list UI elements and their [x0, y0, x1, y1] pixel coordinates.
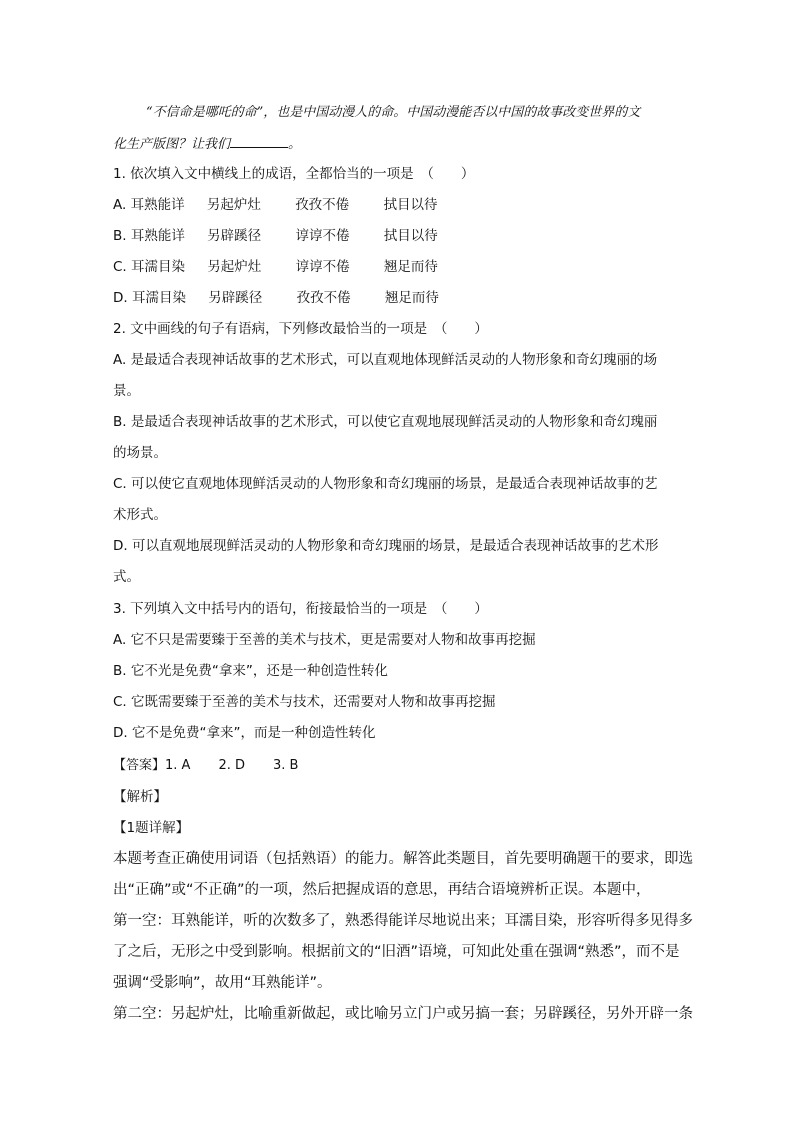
option-letter: A. — [113, 197, 127, 213]
analysis-paragraph-line: 强调“受影响”，故用“耳熟能详”。 — [113, 975, 332, 991]
q1-option-c — [113, 257, 438, 277]
analysis-paragraph-line: 本题考查正确使用词语（包括熟语）的能力。解答此类题目，首先要明确题干的要求，即选 — [113, 851, 693, 867]
idiom: 拭目以待 — [383, 228, 438, 244]
analysis-paragraph-line: 了之后，无形之中受到影响。根据前文的“旧酒”语境，可知此处重在强调“熟悉”，而不是 — [113, 944, 680, 960]
intro-line-2-text: 化生产版图？让我们 — [113, 137, 231, 152]
idiom: 另辟蹊径 — [207, 228, 262, 244]
idiom: 翘足而待 — [383, 259, 438, 275]
q2-option-b-line-1: B. 是最适合表现神话故事的艺术形式，可以使它直观地展现鲜活灵动的人物形象和奇幻瑰丽 — [113, 414, 658, 430]
answer-item: 2. D — [218, 758, 245, 773]
q2-option-c-line-2: 术形式。 — [113, 507, 167, 523]
q2-option-d-line-2: 式。 — [113, 569, 140, 585]
idiom: 另起炉灶 — [207, 259, 262, 275]
intro-line-2-end: 。 — [288, 137, 302, 152]
idiom: 耳熟能详 — [130, 228, 185, 244]
idiom: 谆谆不倦 — [295, 259, 350, 275]
analysis-paragraph-line: 出“正确”或“不正确”的一项，然后把握成语的意思，再结合语境辨析正误。本题中， — [113, 882, 651, 898]
analysis-paragraph-line: 第一空：耳熟能详，听的次数多了，熟悉得能详尽地说出来；耳濡目染，形容听得多见得多 — [113, 913, 693, 929]
idiom: 孜孜不倦 — [295, 197, 350, 213]
analysis-label: 【解析】 — [113, 789, 167, 805]
q1-option-d — [113, 288, 439, 308]
q2-stem: 2. 文中画线的句子有语病，下列修改最恰当的一项是 （ ） — [113, 321, 488, 337]
idiom: 耳熟能详 — [130, 197, 185, 213]
q2-option-c-line-1: C. 可以使它直观地体现鲜活灵动的人物形象和奇幻瑰丽的场景，是最适合表现神话故事的艺 — [113, 476, 658, 492]
q2-option-a-line-1: A. 是最适合表现神话故事的艺术形式，可以直观地体现鲜活灵动的人物形象和奇幻瑰丽的场 — [113, 352, 658, 368]
idiom: 孜孜不倦 — [296, 290, 351, 306]
option-letter: C. — [113, 259, 127, 275]
option-letter: B. — [113, 228, 127, 244]
q1-stem: 1. 依次填入文中横线上的成语，全都恰当的一项是 （ ） — [113, 166, 475, 182]
idiom: 谆谆不倦 — [295, 228, 350, 244]
q3-option-c: C. 它既需要臻于至善的美术与技术，还需要对人物和故事再挖掘 — [113, 694, 496, 710]
idiom: 翘足而待 — [384, 290, 439, 306]
idiom: 拭目以待 — [383, 197, 438, 213]
answer-line — [113, 756, 298, 776]
analysis-subheading: 【1题详解】 — [113, 820, 190, 836]
q3-option-a: A. 它不只是需要臻于至善的美术与技术，更是需要对人物和故事再挖掘 — [113, 632, 536, 648]
intro-line-2 — [113, 134, 301, 155]
idiom: 另起炉灶 — [206, 197, 261, 213]
q2-option-a-line-2: 景。 — [113, 383, 140, 399]
q3-stem: 3. 下列填入文中括号内的语句，衔接最恰当的一项是 （ ） — [113, 601, 488, 617]
q1-option-b — [113, 226, 438, 246]
analysis-paragraph-line: 第二空：另起炉灶，比喻重新做起，或比喻另立门户或另搞一套；另辟蹊径，另外开辟一条 — [113, 1006, 693, 1022]
idiom: 耳濡目染 — [131, 259, 186, 275]
answer-item: 3. B — [273, 758, 299, 773]
fill-blank — [230, 134, 288, 148]
intro-line-1: “不信命是哪吒的命”，也是中国动漫人的命。中国动漫能否以中国的故事改变世界的文 — [146, 105, 641, 120]
answer-label: 【答案】 — [113, 758, 166, 773]
option-letter: D. — [113, 290, 128, 306]
answer-item: 1. A — [165, 758, 191, 773]
idiom: 耳濡目染 — [131, 290, 186, 306]
idiom: 另辟蹊径 — [208, 290, 263, 306]
q3-option-b: B. 它不光是免费“拿来”，还是一种创造性转化 — [113, 663, 388, 679]
q2-option-d-line-1: D. 可以直观地展现鲜活灵动的人物形象和奇幻瑰丽的场景，是最适合表现神话故事的艺术形 — [113, 538, 659, 554]
q2-option-b-line-2: 的场景。 — [113, 445, 167, 461]
q1-option-a — [113, 195, 437, 215]
q3-option-d: D. 它不是免费“拿来”，而是一种创造性转化 — [113, 725, 376, 741]
